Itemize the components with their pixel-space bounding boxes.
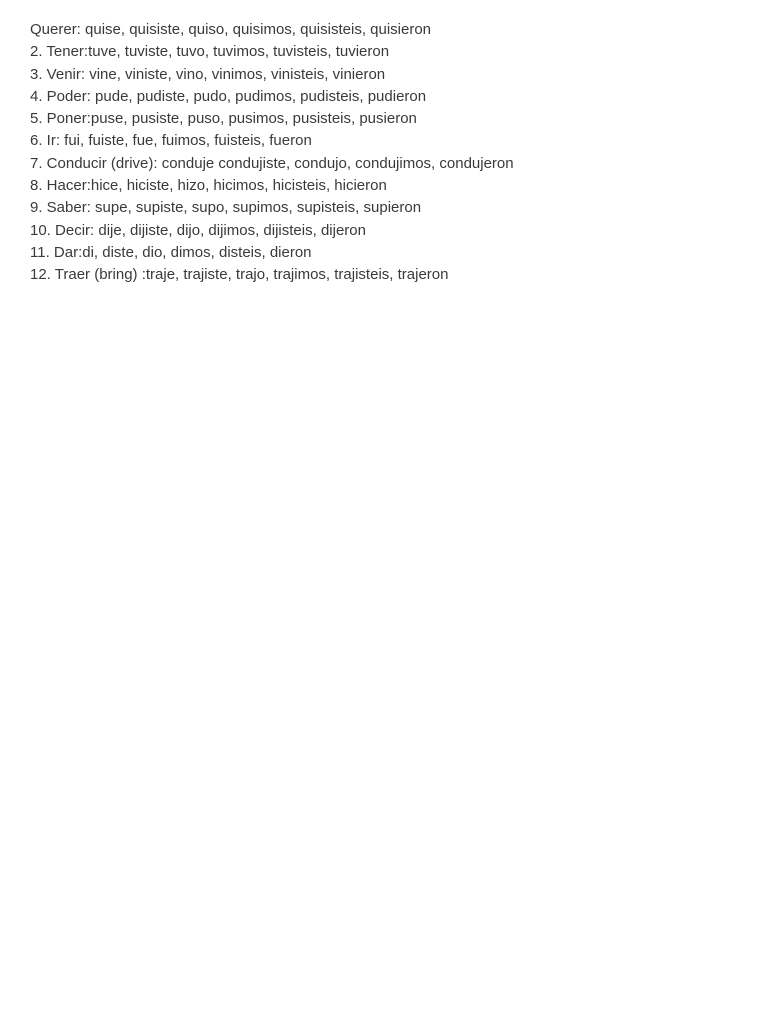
note-line-hacer: 8. Hacer:hice, hiciste, hizo, hicimos, hicisteis, hicieron	[30, 177, 387, 195]
note-line-venir: 3. Venir: vine, viniste, vino, vinimos, vinisteis, vinieron	[30, 65, 386, 83]
note-line-decir: 10. Decir: dije, dijiste, dijo, dijimos, dijisteis, dijeron	[30, 221, 366, 239]
note-line-poner: 5. Poner:puse, pusiste, puso, pusimos, pusisteis, pusieron	[30, 110, 417, 128]
note-line-saber: 9. Saber: supe, supiste, supo, supimos, supisteis, supieron	[30, 199, 422, 217]
note-line-ir: 6. Ir: fui, fuiste, fue, fuimos, fuisteis, fueron	[30, 132, 312, 150]
note-line-dar: 11. Dar:di, diste, dio, dimos, disteis, dieron	[30, 243, 312, 261]
note-line-traer: 12. Traer (bring) :traje, trajiste, trajo, trajimos, trajisteis, trajeron	[30, 266, 449, 284]
note-line-conducir: 7. Conducir (drive): conduje condujiste, condujo, condujimos, condujeron	[30, 154, 514, 172]
note-body[interactable]	[30, 19, 750, 287]
note-line-querer: Querer: quise, quisiste, quiso, quisimos, quisisteis, quisieron	[30, 21, 432, 38]
note-line-poder: 4. Poder: pude, pudiste, pudo, pudimos, pudisteis, pudieron	[30, 87, 427, 105]
note-line-tener: 2. Tener:tuve, tuviste, tuvo, tuvimos, tuvisteis, tuvieron	[30, 43, 390, 61]
